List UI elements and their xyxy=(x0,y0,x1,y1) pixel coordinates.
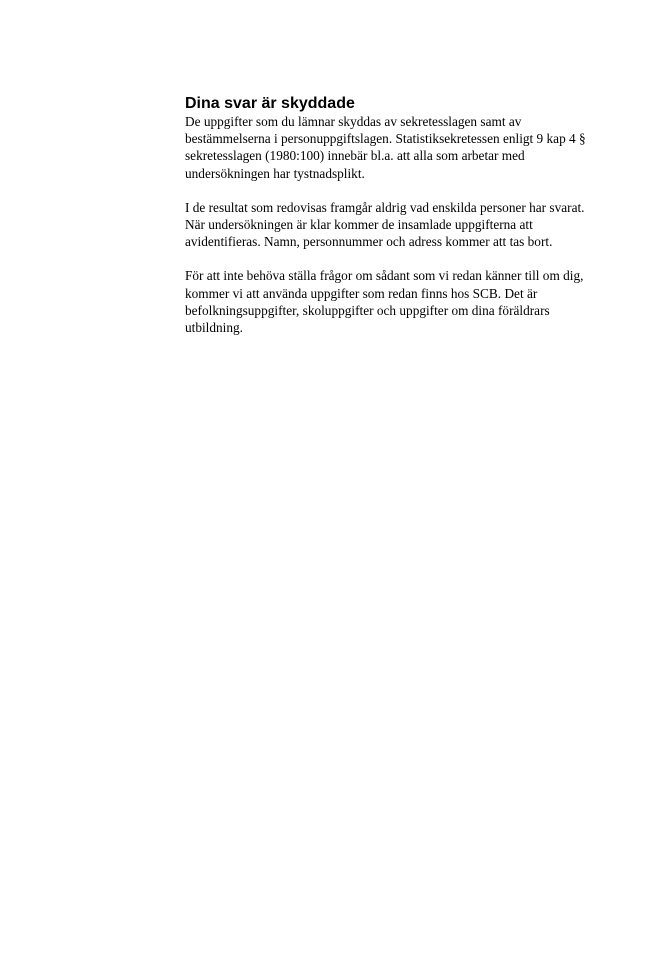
document-content xyxy=(185,94,615,336)
section-heading: Dina svar är skyddade xyxy=(185,95,355,112)
paragraph-confidentiality: De uppgifter som du lämnar skyddas av sekretesslagen samt av bestämmelserna i personuppgiftslagen. Statistiksekretessen enligt 9 kap 4 § sekretesslagen (1980:100) innebär bl.a. att alla som arbetar med undersökningen har tystnadsplikt. xyxy=(185,114,586,181)
paragraph-register-data: För att inte behöva ställa frågor om sådant som vi redan känner till om dig, kommer vi att använda uppgifter som redan finns hos SCB. Det är befolkningsuppgifter, skoluppgifter och uppgifter om dina föräldrars utbildning. xyxy=(185,268,584,336)
paragraph-anonymization: I de resultat som redovisas framgår aldrig vad enskilda personer har svarat. När undersökningen är klar kommer de insamlade uppgifterna att avidentifieras. Namn, personnummer och adress kommer att tas bort. xyxy=(185,199,585,250)
